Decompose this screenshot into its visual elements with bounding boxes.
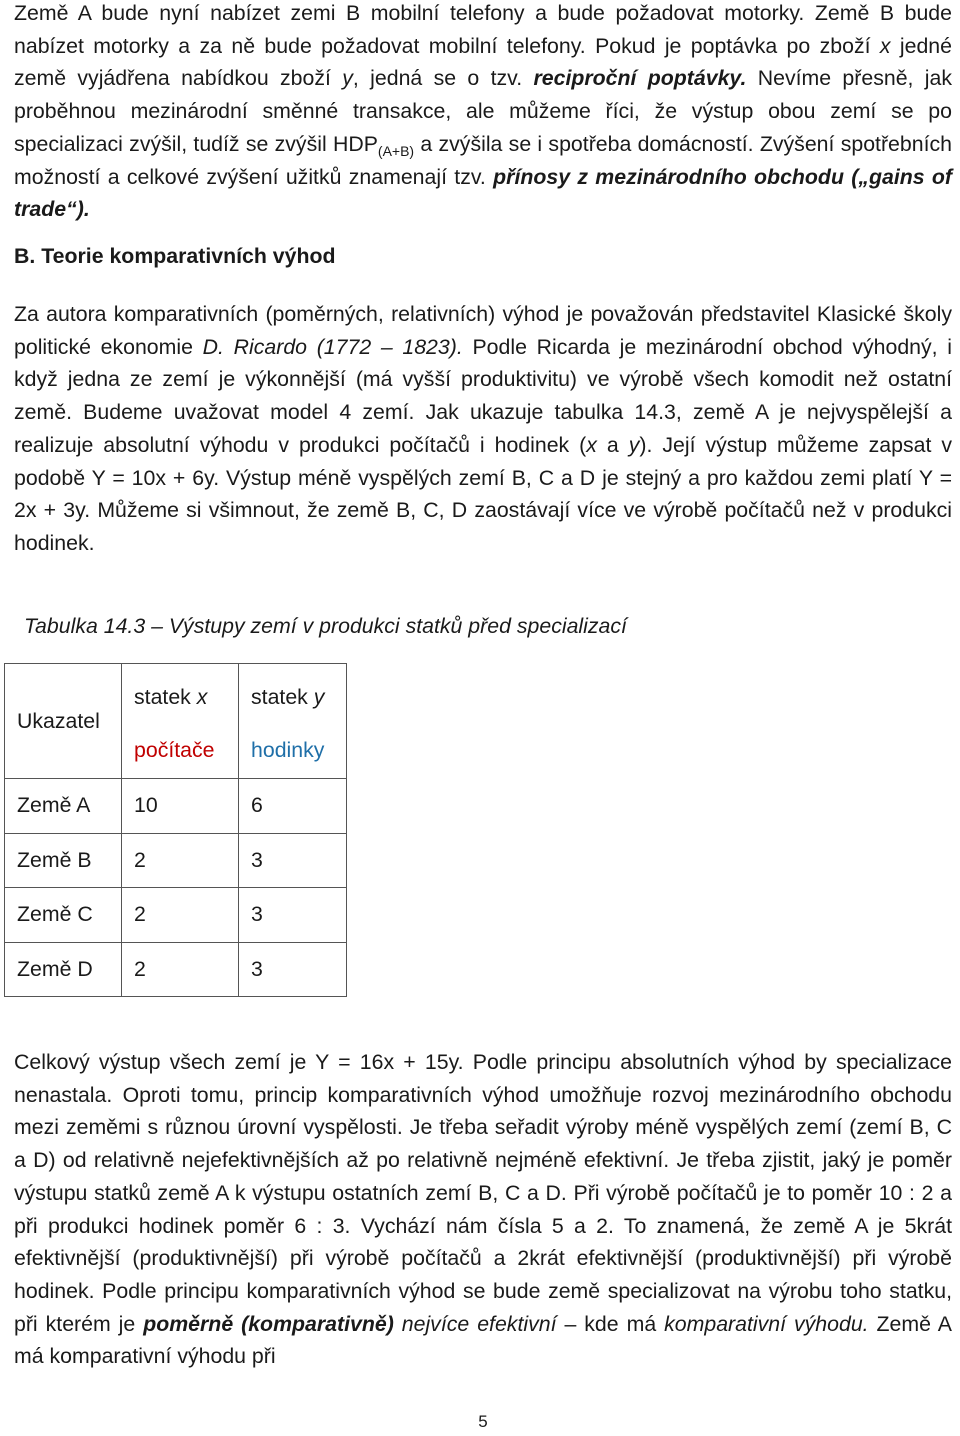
term-gains-of-trade: přínosy z mezinárodního obchodu („gains of trade“). (14, 164, 952, 222)
text-span: Celkový výstup všech zemí je Y = 16x + 15y. Podle principu absolutních výhod by specializace nenastala. Oproti tomu, princip komparativních výhod umožňuje rozvoj mezinárodního obchodu mezi zeměmi s různou úrovní vyspělosti. Je třeba seřadit výroby méně vyspělých zemí (zemí B, C a D) od relativně nejefektivnějších až po relativně nejméně efektivní. Je třeba zjistit, jaký je poměr výstupu statků země A k výstupu ostatních zemí B, C a D. Při výrobě počítačů je to poměr 10 : 2 a při produkci hodinek poměr 6 : 3. Vychází nám čísla 5 a 2. To znamená, že země A je 5krát efektivnější (produktivnější) při výrobě počítačů a 2krát efektivnější (produktivnější) při výrobě hodinek. Podle principu komparativních výhod se bude země specializovat na výrobu toho statku, při kterém je (14, 1050, 952, 1336)
cell-country: Země B (5, 833, 122, 888)
page-number: 5 (478, 1412, 488, 1431)
text-span: Podle Ricarda je mezinárodní obchod výhodný, i když jedna ze zemí je výkonnější (má vyšší produktivitu) ve výrobě všech komodit než ostatní země. Budeme uvažovat model 4 zemí. Jak ukazuje tabulka 14.3, země A je nejvyspělejší a realizuje absolutní výhodu v produkci počítačů i hodinek ( (14, 334, 952, 457)
term-reciprocal-demand: reciproční poptávky. (533, 66, 747, 91)
text-span: statek (134, 685, 197, 709)
text-span (394, 1312, 402, 1336)
cell-y: 6 (239, 779, 347, 834)
paragraph-comparative-advantage (14, 298, 952, 560)
cell-y: 3 (239, 833, 347, 888)
term-comparative-advantage: komparativní výhodu. (664, 1311, 869, 1336)
text-span: – kde má (556, 1311, 665, 1336)
text-span: statek (251, 685, 314, 709)
text-span: Za autora komparativních (poměrných, relativních) výhod je považován představitel Klasické školy politické ekonomie (14, 302, 952, 359)
paragraph-reciprocal-demand (14, 0, 952, 226)
cell-y: 3 (239, 942, 347, 997)
text-span: ). Její výstup můžeme zapsat v podobě Y = 10x + 6y. Výstup méně vyspělých zemí B, C a D je stejný a pro každou zemi platí Y = 2x + 3y. Můžeme si všimnout, že země B, C, D zaostávají více ve výrobě počítačů než v produkci hodinek. (14, 432, 953, 555)
cell-country: Země D (5, 942, 122, 997)
header-indicator: Ukazatel (5, 664, 122, 779)
header-good-y-label (251, 684, 346, 711)
cell-country: Země C (5, 888, 122, 943)
table-header-row (5, 664, 347, 779)
header-good-x (122, 664, 239, 779)
var-y: y (628, 432, 640, 457)
table-row (5, 779, 347, 834)
header-good-x-label (134, 684, 238, 711)
text-span: a zvýšila se i spotřeba domácností. Zvýšení spotřebních možností a celkové zvýšení užitků znamenají tzv. (14, 131, 952, 189)
table-row (5, 942, 347, 997)
cell-country: Země A (5, 779, 122, 834)
text-span: Země A bude nyní nabízet zemi B mobilní telefony a bude požadovat motorky. Země B bude nabízet motorky a za ně bude požadovat mobilní telefony. Pokud je poptávka po zboží (14, 1, 952, 58)
term-comparative: poměrně (komparativně) (143, 1311, 394, 1336)
cell-y: 3 (239, 888, 347, 943)
var-y: y (313, 685, 325, 709)
text-span: , jedná se o tzv. (352, 66, 534, 91)
text-span: jedné země vyjádřena nabídkou zboží (14, 33, 952, 91)
text-span: Nevíme přesně, jak proběhnou mezinárodní směnné transakce, ale můžeme říci, že výstup obou zemí se po specializaci zvýšil, tudíž se zvýšil HDP (14, 66, 953, 156)
var-x: x (879, 33, 891, 58)
var-x: x (586, 432, 597, 457)
author-ricardo: D. Ricardo (1772 – 1823). (202, 334, 463, 359)
term-most-efficient: nejvíce efektivní (401, 1311, 557, 1336)
var-y: y (342, 66, 353, 91)
cell-x: 2 (122, 833, 239, 888)
output-table (4, 663, 347, 997)
header-watches: hodinky (251, 738, 325, 762)
cell-x: 2 (122, 942, 239, 997)
header-good-y (239, 664, 347, 779)
cell-x: 10 (122, 779, 239, 834)
text-span: a (596, 432, 629, 457)
table-row (5, 888, 347, 943)
cell-x: 2 (122, 888, 239, 943)
text-span: Země A má komparativní výhodu při (14, 1311, 952, 1369)
var-x: x (196, 685, 208, 709)
header-computers: počítače (134, 738, 215, 762)
section-heading: B. Teorie komparativních výhod (14, 244, 336, 268)
paragraph-total-output (14, 1046, 952, 1373)
hdp-subscript: (A+B) (377, 142, 415, 159)
table-row (5, 833, 347, 888)
table-caption: Tabulka 14.3 – Výstupy zemí v produkci statků před specializací (24, 614, 627, 638)
